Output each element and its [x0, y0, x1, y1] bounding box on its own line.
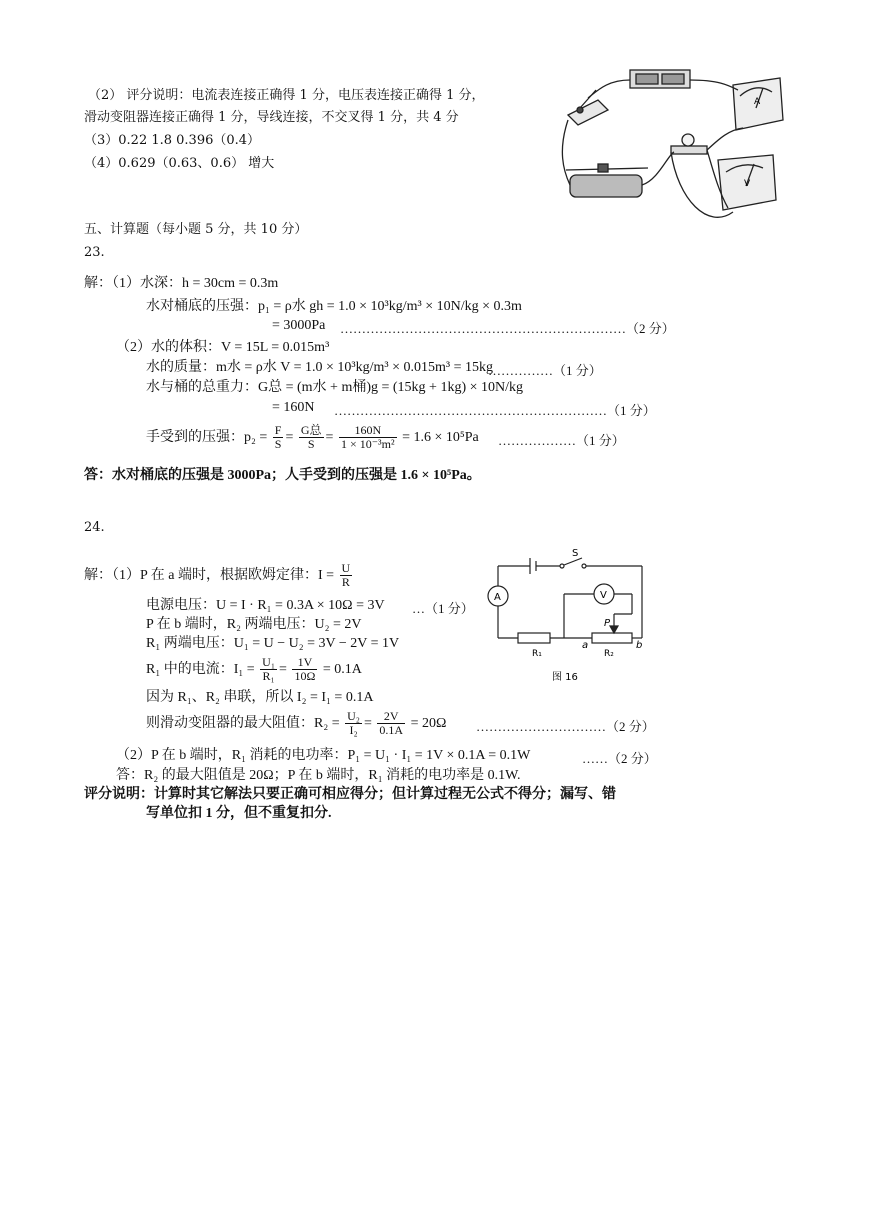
numerator: 2V: [377, 710, 405, 724]
q24-score-3: ……（2 分）: [582, 751, 657, 766]
fraction-F-over-S: [273, 424, 284, 451]
terminal-b-label: b: [636, 640, 643, 651]
ammeter-label: A: [754, 97, 761, 107]
question-24-number: 24.: [84, 520, 105, 535]
denominator: R: [341, 575, 350, 590]
denominator: S: [307, 437, 315, 452]
q23-score-3: ………………………………………………………（1 分）: [334, 403, 656, 418]
q24-line-1: [84, 562, 354, 590]
numerator: U: [341, 561, 351, 576]
ammeter-symbol-label: A: [494, 592, 501, 603]
fraction-1V-over-10ohm: [292, 656, 317, 683]
q24-line-5-text: R₁ 中的电流：I₁ =: [146, 662, 255, 677]
circuit-apparatus-figure: [558, 60, 790, 244]
numerator: U₁: [262, 655, 276, 670]
q24-line-3: P 在 b 端时，R₂ 两端电压：U₂ = 2V: [146, 617, 362, 632]
q24-score-2: …………………………（2 分）: [476, 719, 655, 734]
numerator: 1V: [292, 656, 317, 670]
switch-label: S: [572, 548, 579, 559]
fraction-U2-over-I2: [345, 710, 362, 737]
slider-p-label: P: [604, 618, 611, 629]
fraction-G-over-S: [299, 424, 324, 451]
section-heading: 五、计算题（每小题 5 分，共 10 分）: [84, 222, 308, 237]
q23-line-4: （2）水的体积：V = 15L = 0.015m³: [116, 340, 330, 355]
q24-line-7-result: = 20Ω: [410, 716, 447, 731]
q24-line-2: 电源电压：U = I · R₁ = 0.3A × 10Ω = 3V: [146, 598, 385, 613]
q24-line-5-result: = 0.1A: [322, 662, 362, 677]
q24-score-1: …（1 分）: [412, 601, 474, 616]
q23-score-4: ………………（1 分）: [498, 433, 625, 448]
numerator: F: [274, 423, 282, 438]
denominator: 0.1A: [379, 723, 404, 738]
denominator: 1 × 10⁻³m²: [340, 437, 395, 452]
fraction-2V-over-0.1A: [377, 710, 405, 737]
sec4-line-2: 滑动变阻器连接正确得 1 分，导线连接，不交叉得 1 分，共 4 分: [84, 110, 459, 125]
r2-label: R₂: [604, 649, 614, 659]
denominator: R₁: [262, 669, 275, 684]
sec4-line-1: （2） 评分说明：电流表连接正确得 1 分，电压表连接正确得 1 分，: [88, 88, 485, 103]
q24-line-6: 因为 R₁、R₂ 串联，所以 I₂ = I₁ = 0.1A: [146, 690, 374, 705]
q23-line-6: 水与桶的总重力：G总 = (m水 + m桶)g = (15kg + 1kg) × 10N/kg: [146, 380, 524, 395]
question-23-number: 23.: [84, 245, 105, 260]
terminal-a-label: a: [582, 640, 589, 651]
numerator: 160N: [339, 424, 397, 438]
q23-line-3: = 3000Pa: [272, 318, 326, 333]
voltmeter-label: V: [744, 179, 751, 189]
q23-pressure-line: 手受到的压强：p₂ = $\frac{F}{S}$ = $\frac{\text{G总}}{S}$ = $\frac{160N}{\text{1 × 10⁻³m²}}$ = 1.6 × 10⁵Pa: [146, 423, 479, 452]
q24-answer: 答：R₂ 的最大阻值是 20Ω；P 在 b 端时，R₁ 消耗的电功率是 0.1W.: [116, 768, 521, 783]
sec4-line-4: （4）0.629（0.63、0.6） 增大: [84, 156, 275, 171]
q24-line-7: 则滑动变阻器的最大阻值：R₂ = $\frac{\text{U₂}}{\text{I₂}}$ = $\frac{2V}{0.1A}$ = 20Ω: [146, 709, 447, 738]
grading-note-line-2: 写单位扣 1 分，但不重复扣分.: [146, 806, 332, 821]
q24-line-8: （2）P 在 b 端时，R₁ 消耗的电功率：P₁ = U₁ · I₁ = 1V × 0.1A = 0.1W: [116, 748, 531, 763]
sec4-line-3: （3）0.22 1.8 0.396（0.4）: [84, 133, 261, 148]
q23-answer: 答：水对桶底的压强是 3000Pa；人手受到的压强是 1.6 × 10⁵Pa。: [84, 468, 481, 483]
q24-line-7-text: 则滑动变阻器的最大阻值：R₂ =: [146, 716, 340, 731]
circuit-diagram-fig16: [478, 546, 662, 686]
q23-line-5: 水的质量：m水 = ρ水 V = 1.0 × 10³kg/m³ × 0.015m³ = 15kg: [146, 360, 493, 375]
grading-note-line-1: 评分说明：计算时其它解法只要正确可相应得分；但计算过程无公式不得分；漏写、错: [84, 787, 616, 802]
q23-pressure-label: 手受到的压强：p₂ =: [146, 430, 268, 445]
q23-pressure-result: = 1.6 × 10⁵Pa: [402, 430, 479, 445]
q24-line-1-text: 解：（1）P 在 a 端时，根据欧姆定律：I =: [84, 568, 335, 583]
figure-caption: 图 16: [552, 672, 578, 683]
q23-line-2: 水对桶底的压强：p₁ = ρ水 gh = 1.0 × 10³kg/m³ × 10N/kg × 0.3m: [146, 299, 522, 314]
q23-line-7: = 160N: [272, 400, 315, 415]
q23-score-1: …………………………………………………………（2 分）: [340, 321, 675, 336]
numerator: G总: [300, 423, 322, 438]
denominator: 10Ω: [294, 669, 316, 684]
r1-label: R₁: [532, 649, 542, 659]
numerator: U₂: [347, 709, 360, 724]
q24-line-4: R₁ 两端电压：U₁ = U − U₂ = 3V − 2V = 1V: [146, 636, 400, 651]
voltmeter-symbol-label: V: [600, 590, 607, 601]
fraction-U1-over-R1: [260, 656, 277, 683]
q23-line-1: 解：（1）水深：h = 30cm = 0.3m: [84, 276, 279, 291]
fraction-U-over-R: [340, 562, 353, 589]
denominator: I₂: [349, 723, 358, 738]
q23-score-2: ……………（1 分）: [488, 363, 602, 378]
fraction-160N-over-area: [339, 424, 397, 451]
denominator: S: [274, 437, 282, 452]
q24-line-5: R₁ 中的电流：I₁ = $\frac{\text{U₁}}{\text{R₁}}$ = $\frac{1V}{10\Omega}$ = 0.1A: [146, 655, 362, 684]
